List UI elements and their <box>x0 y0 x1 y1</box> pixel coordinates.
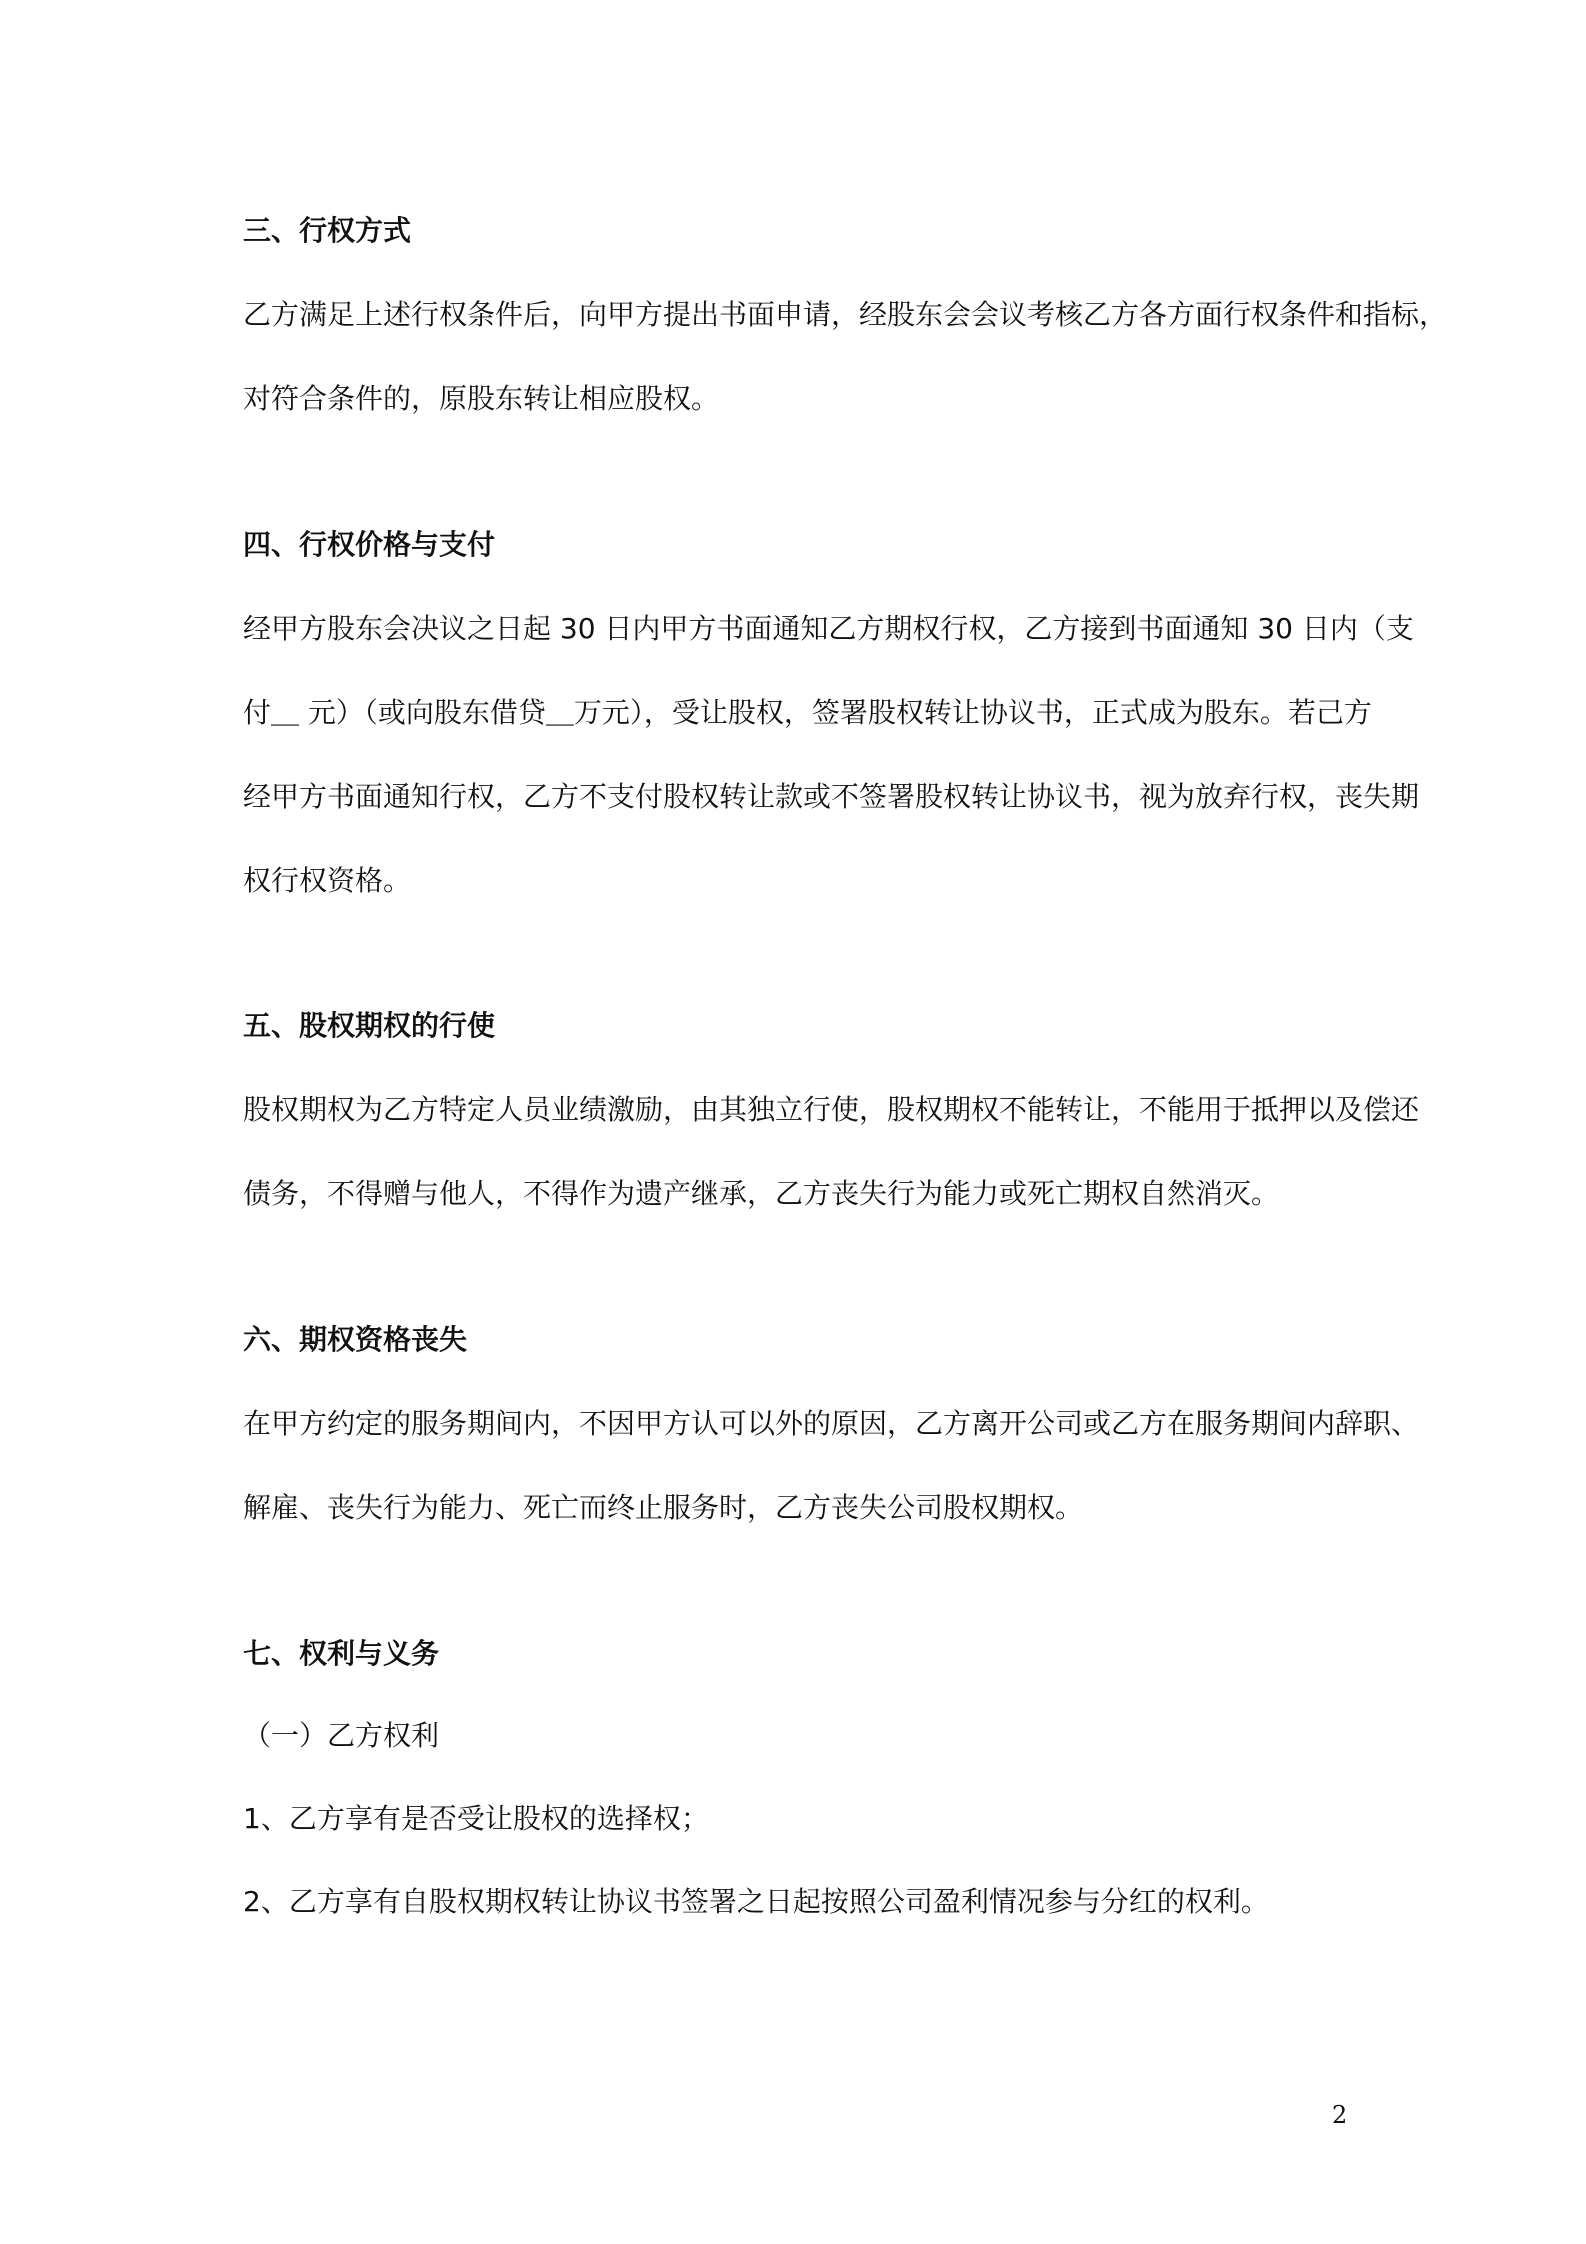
subsection-heading: （一）乙方权利 <box>243 1719 440 1752</box>
paragraph-line: 付＿ 元）（或向股东借贷＿万元），受让股权，签署股权转让协议书，正式成为股东。若己方 <box>243 696 1372 729</box>
paragraph-line: 解雇、丧失行为能力、死亡而终止服务时，乙方丧失公司股权期权。 <box>243 1491 1084 1524</box>
paragraph-line: 在甲方约定的服务期间内，不因甲方认可以外的原因，乙方离开公司或乙方在服务期间内辞职、 <box>243 1407 1420 1440</box>
section-heading-4: 四、行权价格与支付 <box>243 528 496 561</box>
paragraph-line: 股权期权为乙方特定人员业绩激励，由其独立行使，股权期权不能转让，不能用于抵押以及偿还 <box>243 1093 1420 1126</box>
page-number: 2 <box>1332 2101 1348 2129</box>
list-item: 1、乙方享有是否受让股权的选择权； <box>243 1802 709 1835</box>
paragraph-line: 经甲方书面通知行权，乙方不支付股权转让款或不签署股权转让协议书，视为放弃行权，丧失期 <box>243 780 1420 813</box>
section-heading-3: 三、行权方式 <box>243 214 412 247</box>
section-heading-5: 五、股权期权的行使 <box>243 1009 496 1042</box>
section-heading-7: 七、权利与义务 <box>243 1637 440 1670</box>
section-heading-6: 六、期权资格丧失 <box>243 1323 468 1356</box>
list-item: 2、乙方享有自股权期权转让协议书签署之日起按照公司盈利情况参与分红的权利。 <box>243 1885 1269 1918</box>
paragraph-line: 经甲方股东会决议之日起 30 日内甲方书面通知乙方期权行权，乙方接到书面通知 30 日内（支 <box>243 612 1414 645</box>
paragraph-line: 乙方满足上述行权条件后，向甲方提出书面申请，经股东会会议考核乙方各方面行权条件和指标， <box>243 298 1448 331</box>
paragraph-line: 债务，不得赠与他人，不得作为遗产继承，乙方丧失行为能力或死亡期权自然消灭。 <box>243 1177 1280 1210</box>
paragraph-line: 权行权资格。 <box>243 864 412 897</box>
paragraph-line: 对符合条件的，原股东转让相应股权。 <box>243 382 720 415</box>
